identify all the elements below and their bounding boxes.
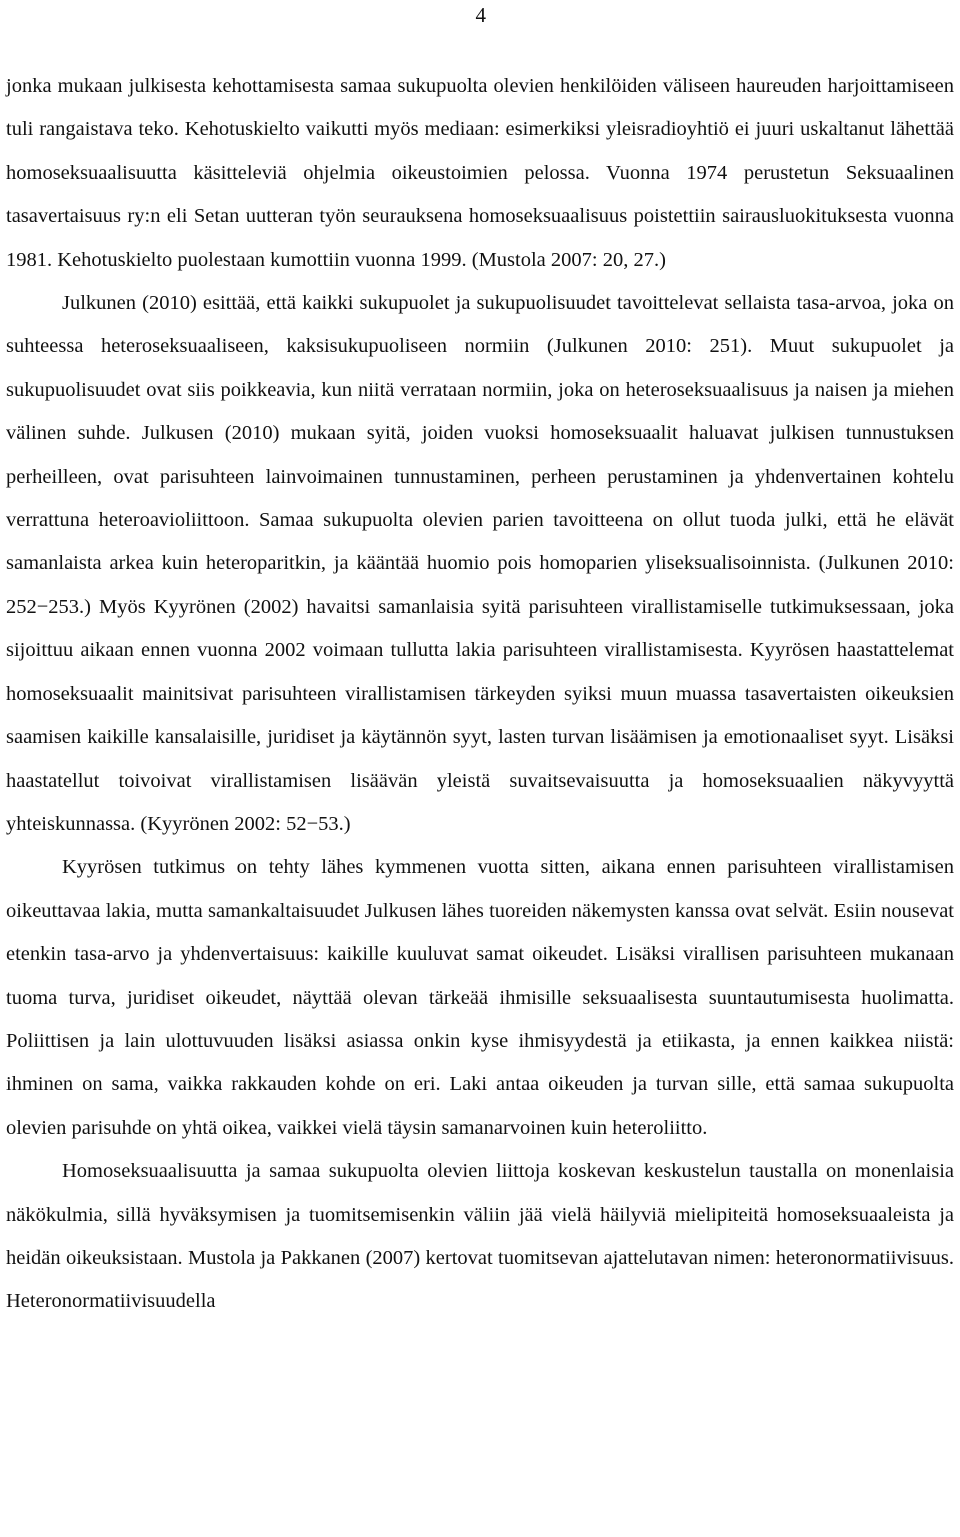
- document-body: [6, 65, 954, 1324]
- paragraph-4: Homoseksuaalisuutta ja samaa sukupuolta olevien liittoja koskevan keskustelun taustalla on monenlaisia näkökulmia, sillä hyväksymisen ja tuomitsemisenkin väliin jää vielä häilyviä mielipiteitä homoseksuaaleista ja heidän oikeuksistaan. Mustola ja Pakkanen (2007) kertovat tuomitsevan ajattelutavan nimen: heteronormatiivisuus. Heteronormatiivisuudella: [6, 1160, 954, 1313]
- paragraph-1: jonka mukaan julkisesta kehottamisesta samaa sukupuolta olevien henkilöiden väliseen haureuden harjoittamiseen tuli rangaistava teko. Kehotuskielto vaikutti myös mediaan: esimerkiksi yleisradioyhtiö ei juuri uskaltanut lähettää homoseksuaalisuutta käsitteleviä ohjelmia oikeustoimien pelossa. Vuonna 1974 perustetun Seksuaalinen tasavertaisuus ry:n eli Setan uutteran työn seurauksena homoseksuaalisuus poistettiin sairausluokituksesta vuonna 1981. Kehotuskielto puolestaan kumottiin vuonna 1999. (Mustola 2007: 20, 27.): [6, 75, 954, 271]
- paragraph-3: Kyyrösen tutkimus on tehty lähes kymmenen vuotta sitten, aikana ennen parisuhteen virallistamisen oikeuttavaa lakia, mutta samankaltaisuudet Julkusen lähes tuoreiden näkemysten kanssa ovat selvät. Esiin nousevat etenkin tasa-arvo ja yhdenvertaisuus: kaikille kuuluvat samat oikeudet. Lisäksi virallisen parisuhteen mukanaan tuoma turva, juridiset oikeudet, näyttää olevan tärkeää ihmisille seksuaalisesta suuntautumisesta huolimatta. Poliittisen ja lain ulottuvuuden lisäksi asiassa onkin kyse ihmisyydestä ja etiikasta, ja ennen kaikkea niistä: ihminen on sama, vaikka rakkauden kohde on eri. Laki antaa oikeuden ja turvan sille, että samaa sukupuolta olevien parisuhde on yhtä oikea, vaikkei vielä täysin samanarvoinen kuin heteroliitto.: [6, 856, 954, 1139]
- paragraph-2: Julkunen (2010) esittää, että kaikki sukupuolet ja sukupuolisuudet tavoittelevat sellaista tasa-arvoa, joka on suhteessa heteroseksuaaliseen, kaksisukupuoliseen normiin (Julkunen 2010: 251). Muut sukupuolet ja sukupuolisuudet ovat siis poikkeavia, kun niitä verrataan normiin, joka on heteroseksuaalisuus ja naisen ja miehen välinen suhde. Julkusen (2010) mukaan syitä, joiden vuoksi homoseksuaalit haluavat julkisen tunnustuksen perheilleen, ovat parisuhteen lainvoimainen tunnustaminen, perheen perustaminen ja yhdenvertainen kohtelu verrattuna heteroavioliittoon. Samaa sukupuolta olevien parien tavoitteena on ollut tuoda julki, että he elävät samanlaista arkea kuin heteroparitkin, ja kääntää huomio pois homoparien yliseksualisoinnista. (Julkunen 2010: 252−253.) Myös Kyyrönen (2002) havaitsi samanlaisia syitä parisuhteen virallistamiselle tutkimuksessaan, joka sijoittuu aikaan ennen vuonna 2002 voimaan tullutta lakia parisuhteen virallistamisesta. Kyyrösen haastattelemat homoseksuaalit mainitsivat parisuhteen virallistamisen tärkeyden syiksi muun muassa tasavertaisten oikeuksien saamisen kaikille kansalaisille, juridiset ja käytännön syyt, lasten turvan lisäämisen ja emotionaaliset syyt. Lisäksi haastatellut toivoivat virallistamisen lisäävän yleistä suvaitsevaisuutta ja homoseksuaalien näkyvyyttä yhteiskunnassa. (Kyyrönen 2002: 52−53.): [6, 292, 954, 835]
- page-number: 4: [475, 3, 486, 27]
